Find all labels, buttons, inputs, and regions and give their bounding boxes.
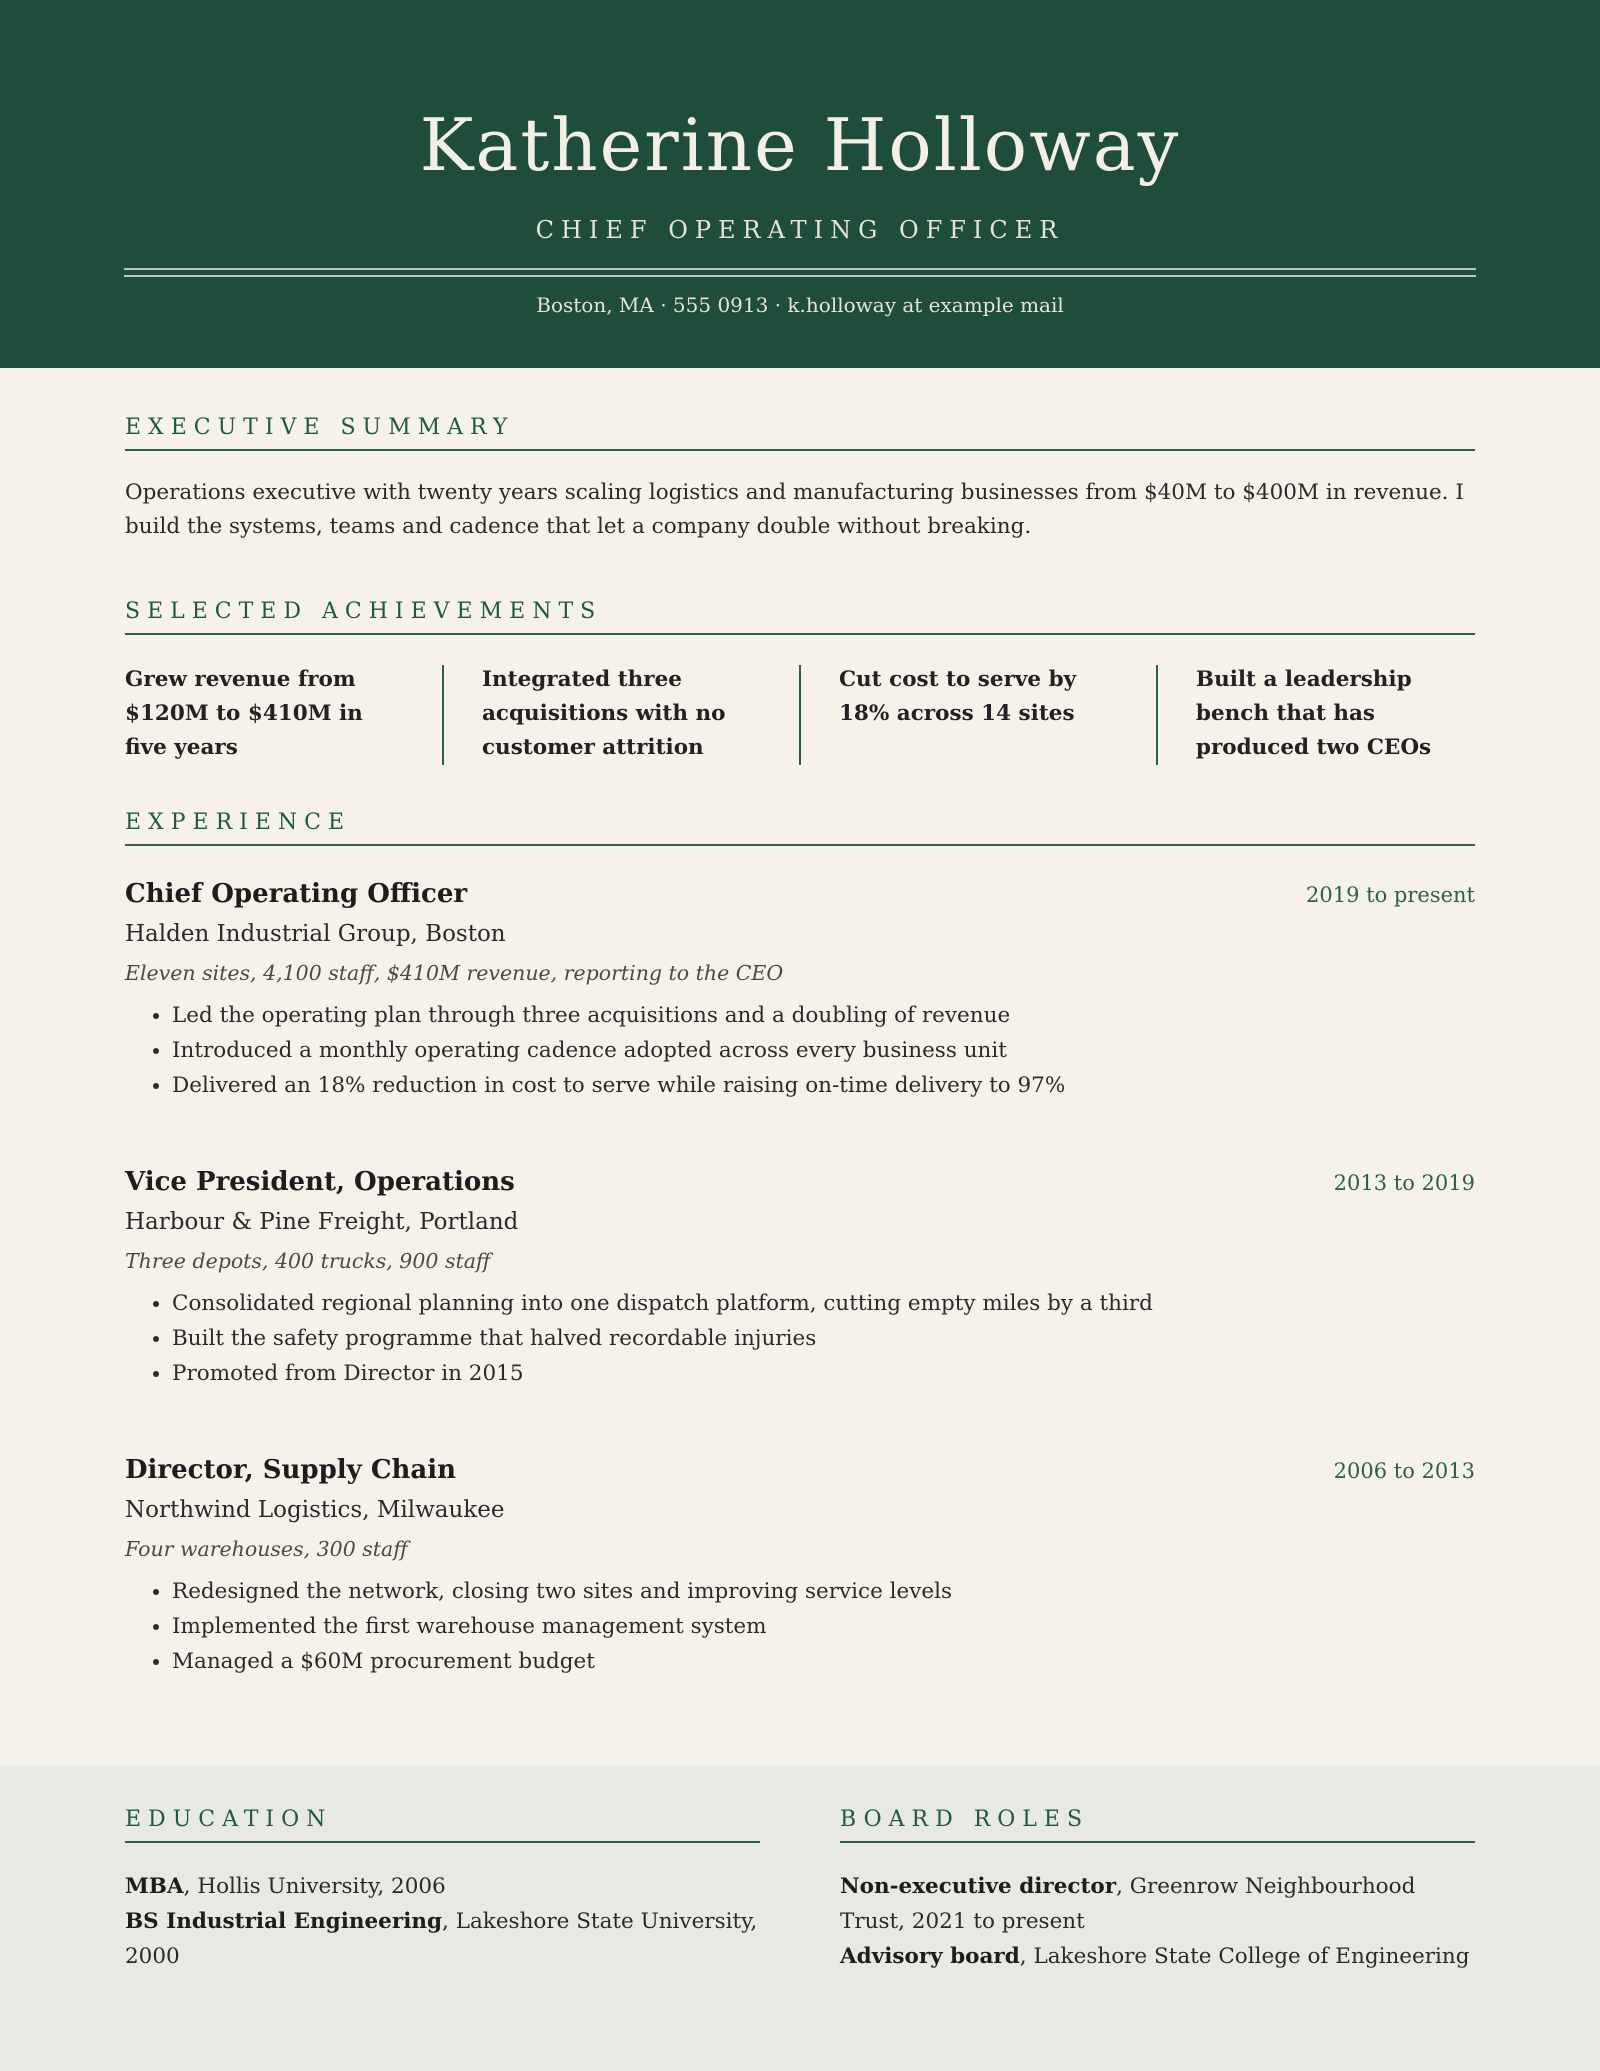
job-bullets: [125, 998, 1475, 1103]
job-title: Chief Operating Officer: [125, 879, 468, 909]
achievements-row: [125, 663, 1475, 765]
job-bullets: [125, 1574, 1475, 1679]
board-detail: , Greenrow Neighbourhood Trust, 2021 to present: [840, 1874, 1416, 1934]
achievements-heading: SELECTED ACHIEVEMENTS: [125, 601, 1475, 635]
job-entry: [125, 876, 1475, 1103]
resume-header: [0, 0, 1600, 368]
list-item: [125, 1869, 760, 1904]
job-dates: 2019 to present: [1306, 883, 1475, 907]
job-organization: Northwind Logistics, Milwaukee: [125, 1497, 505, 1523]
resume-footer: [0, 1765, 1600, 2071]
list-item: [840, 1939, 1475, 1974]
job-organization: Harbour & Pine Freight, Portland: [125, 1209, 519, 1235]
job-title: Vice President, Operations: [125, 1167, 515, 1197]
achievement-divider: [442, 665, 444, 765]
degree-detail: , Lakeshore State University, 2000: [125, 1909, 758, 1969]
job-scope: Four warehouses, 300 staff: [125, 1537, 408, 1561]
list-item: [840, 1869, 1475, 1939]
list-item: Redesigned the network, closing two sites and improving service levels: [172, 1574, 1475, 1609]
job-dates: 2013 to 2019: [1333, 1171, 1475, 1195]
list-item: Implemented the first warehouse management system: [172, 1609, 1475, 1644]
list-item: Built the safety programme that halved recordable injuries: [172, 1321, 1475, 1356]
summary-text: Operations executive with twenty years scaling logistics and manufacturing businesses from $40M to $400M in revenue. I build the systems, teams and cadence that let a company double without breaking.: [125, 480, 1464, 539]
board-list: [840, 1869, 1475, 1974]
header-divider: [124, 268, 1476, 277]
job-entry: [125, 1164, 1475, 1391]
degree-name: BS Industrial Engineering: [125, 1909, 443, 1934]
job-scope: Three depots, 400 trucks, 900 staff: [125, 1249, 491, 1273]
achievement-item: Built a leadership bench that has produced two CEOs: [1195, 667, 1432, 760]
board-heading: BOARD ROLES: [840, 1809, 1475, 1843]
experience-heading: EXPERIENCE: [125, 812, 1475, 846]
candidate-name: Katherine Holloway: [419, 103, 1181, 187]
board-detail: , Lakeshore State College of Engineering: [1019, 1944, 1470, 1969]
education-heading: EDUCATION: [125, 1809, 760, 1843]
achievement-item: Integrated three acquisitions with no customer attrition: [481, 667, 726, 760]
degree-name: MBA: [125, 1874, 184, 1899]
job-organization: Halden Industrial Group, Boston: [125, 921, 506, 947]
degree-detail: , Hollis University, 2006: [183, 1874, 446, 1899]
contact-line: Boston, MA · 555 0913 · k.holloway at example mail: [536, 293, 1064, 317]
list-item: Managed a $60M procurement budget: [172, 1644, 1475, 1679]
candidate-title: CHIEF OPERATING OFFICER: [535, 216, 1065, 244]
job-dates: 2006 to 2013: [1333, 1459, 1475, 1483]
board-role: Advisory board: [840, 1944, 1020, 1969]
list-item: Consolidated regional planning into one dispatch platform, cutting empty miles by a third: [172, 1286, 1475, 1321]
list-item: [125, 1904, 760, 1974]
achievement-item: Cut cost to serve by 18% across 14 sites: [838, 667, 1077, 726]
education-list: [125, 1869, 760, 1974]
achievement-divider: [799, 665, 801, 765]
list-item: Introduced a monthly operating cadence adopted across every business unit: [172, 1033, 1475, 1068]
summary-heading: EXECUTIVE SUMMARY: [125, 417, 1475, 451]
job-entry: [125, 1452, 1475, 1679]
job-bullets: [125, 1286, 1475, 1391]
board-role: Non-executive director: [840, 1874, 1117, 1899]
job-scope: Eleven sites, 4,100 staff, $410M revenue, reporting to the CEO: [125, 961, 784, 985]
achievement-divider: [1156, 665, 1158, 765]
list-item: Led the operating plan through three acquisitions and a doubling of revenue: [172, 998, 1475, 1033]
list-item: Promoted from Director in 2015: [172, 1356, 1475, 1391]
achievement-item: Grew revenue from $120M to $410M in five years: [125, 667, 363, 760]
job-title: Director, Supply Chain: [125, 1455, 457, 1485]
list-item: Delivered an 18% reduction in cost to serve while raising on-time delivery to 97%: [172, 1068, 1475, 1103]
